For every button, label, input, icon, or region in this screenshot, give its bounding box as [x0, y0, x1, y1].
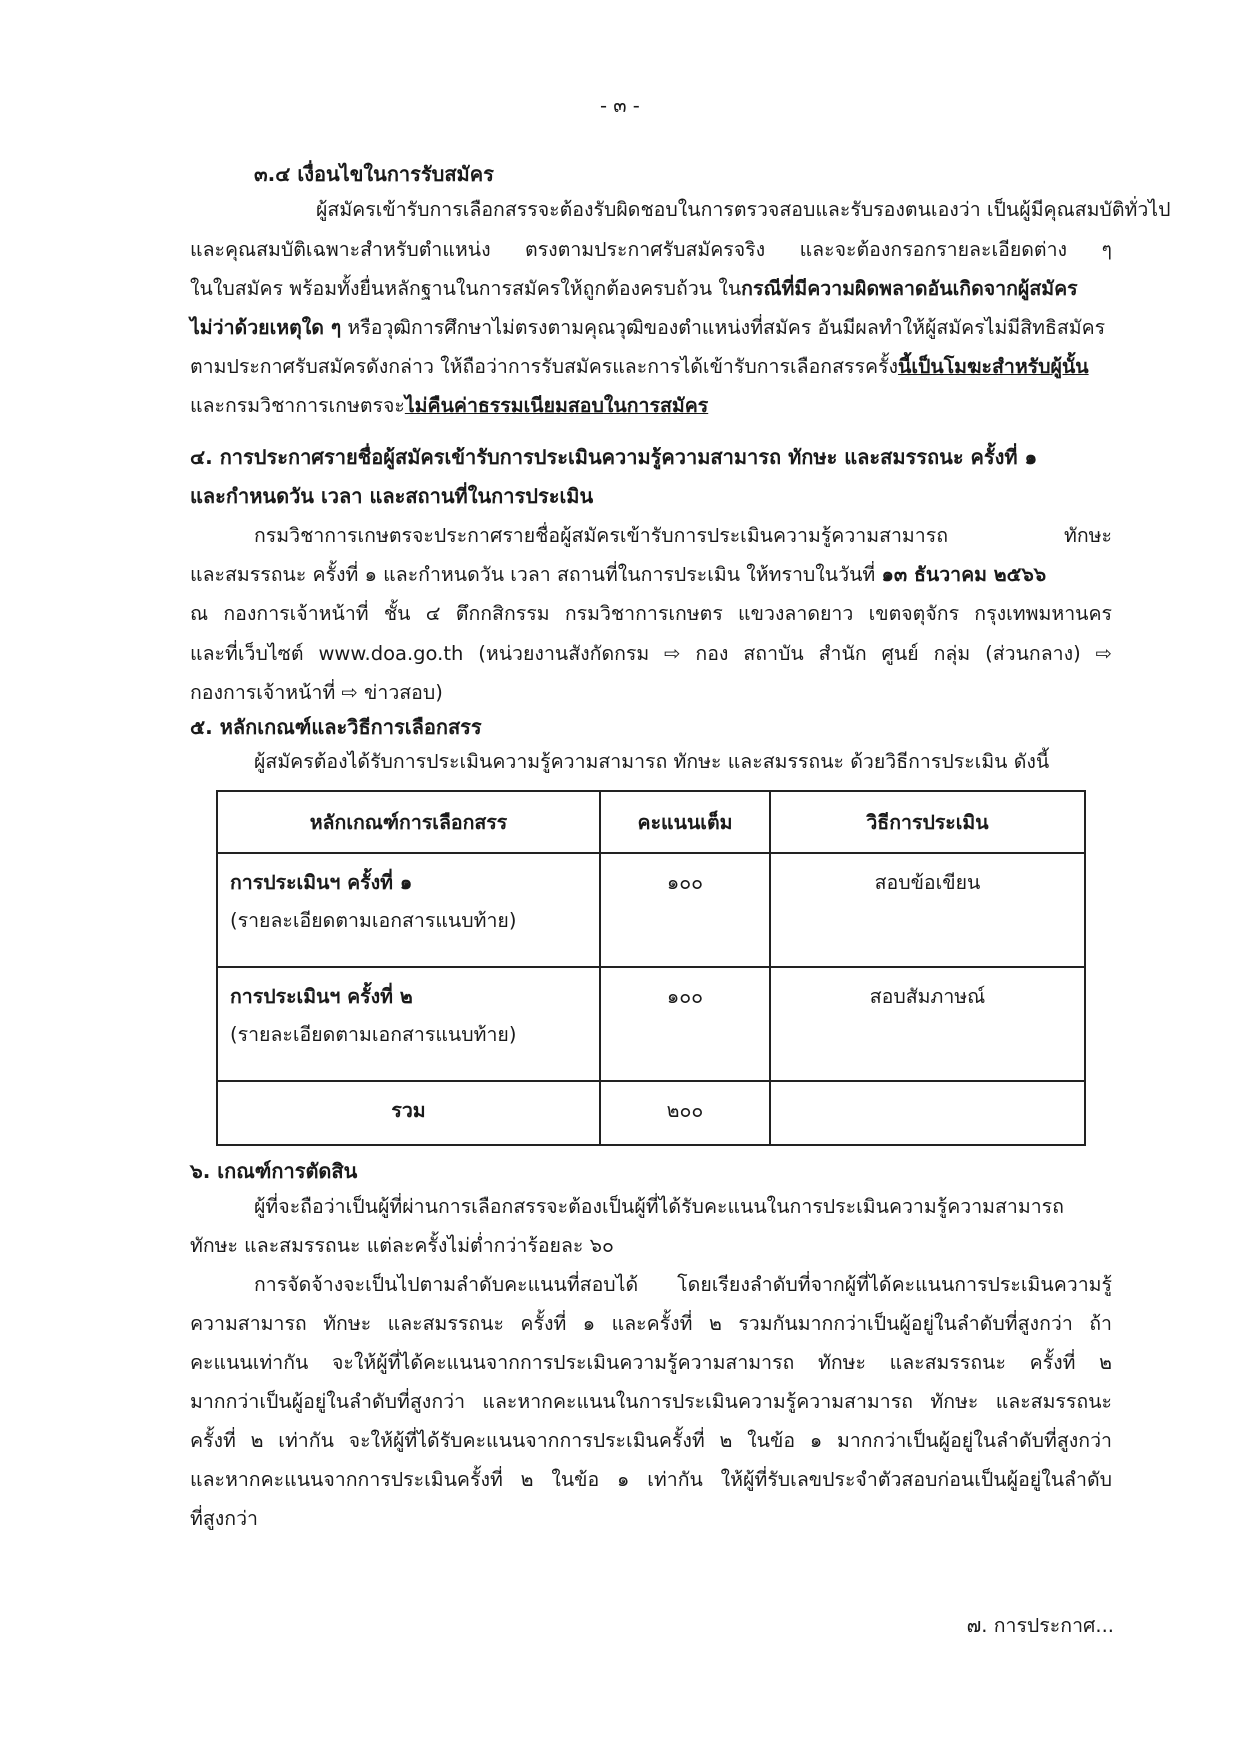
score-cell: ๑๐๐	[600, 967, 770, 1081]
total-label-cell: รวม	[217, 1081, 600, 1145]
section-3-4-line-3-text: ในใบสมัคร พร้อมทั้งยื่นหลักฐานในการสมัครให้ถูกต้องครบถ้วน ใน	[190, 277, 742, 300]
section-4-line-2-text: และสมรรถนะ ครั้งที่ ๑ และกำหนดวัน เวลา สถานที่ในการประเมิน ให้ทราบในวันที่	[190, 563, 882, 586]
table-total-row	[217, 1081, 1085, 1145]
section-4-line-4: และที่เว็บไซต์ www.doa.go.th (หน่วยงานสังกัดกรม ⇨ กอง สถาบัน สำนัก ศูนย์ กลุ่ม (ส่วนกลาง) ⇨	[190, 642, 1113, 665]
full-score-header: คะแนนเต็ม	[600, 791, 770, 853]
section-4-line-2	[190, 561, 1112, 589]
section-4-line-5: กองการเจ้าหน้าที่ ⇨ ข่าวสอบ)	[190, 681, 443, 704]
no-refund-bold-underlined: ไม่คืนค่าธรรมเนียมสอบในการสมัคร	[404, 394, 709, 417]
section-6-p2-line-4: มากกว่าเป็นผู้อยู่ในลำดับที่สูงกว่า และหากคะแนนในการประเมินความรู้ความสามารถ ทักษะ และสมรรถนะ	[190, 1390, 1112, 1413]
section-3-4-line-6-text: และกรมวิชาการเกษตรจะ	[190, 394, 405, 417]
section-6-p1-line-1: ผู้ที่จะถือว่าเป็นผู้ที่ผ่านการเลือกสรรจะต้องเป็นผู้ที่ได้รับคะแนนในการประเมินความรู้ความสามารถ	[254, 1195, 1064, 1218]
section-4-line-1: กรมวิชาการเกษตรจะประกาศรายชื่อผู้สมัครเข้ารับการประเมินความรู้ความสามารถ ทักษะ	[254, 524, 1112, 547]
table-row	[217, 853, 1085, 967]
total-score-cell: ๒๐๐	[600, 1081, 770, 1145]
criterion-note: (รายละเอียดตามเอกสารแนบท้าย)	[230, 909, 517, 932]
section-4-title-line-1: ๔. การประกาศรายชื่อผู้สมัครเข้ารับการประเมินความรู้ความสามารถ ทักษะ และสมรรถนะ ครั้งที่ ๑	[190, 445, 1038, 469]
section-6-p2-line-1: การจัดจ้างจะเป็นไปตามลำดับคะแนนที่สอบได้ โดยเรียงลำดับที่จากผู้ที่ได้คะแนนการประเมินความรู้	[254, 1273, 1112, 1296]
method-cell: สอบสัมภาษณ์	[770, 967, 1085, 1081]
section-6-p2-line-2: ความสามารถ ทักษะ และสมรรถนะ ครั้งที่ ๑ และครั้งที่ ๒ รวมกันมากกว่าเป็นผู้อยู่ในลำดับที่สูงกว่า ถ้า	[190, 1312, 1112, 1335]
criterion-note: (รายละเอียดตามเอกสารแนบท้าย)	[230, 1023, 517, 1046]
error-clause-bold: กรณีที่มีความผิดพลาดอันเกิดจากผู้สมัคร	[741, 277, 1078, 300]
table-row	[217, 967, 1085, 1081]
criteria-header: หลักเกณฑ์การเลือกสรร	[217, 791, 600, 853]
section-6-p2-line-6: และหากคะแนนจากการประเมินครั้งที่ ๒ ในข้อ ๑ เท่ากัน ให้ผู้ที่รับเลขประจำตัวสอบก่อนเป็นผู้อยู่ในลำดับ	[190, 1468, 1112, 1491]
method-cell: สอบข้อเขียน	[770, 853, 1085, 967]
section-3-4-line-5-text: ตามประกาศรับสมัครดังกล่าว ให้ถือว่าการรับสมัครและการได้เข้ารับการเลือกสรรครั้ง	[190, 355, 898, 378]
criterion-label: การประเมินฯ ครั้งที่ ๑	[230, 871, 413, 894]
criteria-table	[216, 790, 1086, 1146]
total-method-cell	[770, 1081, 1085, 1145]
section-6-p1-line-2: ทักษะ และสมรรถนะ แต่ละครั้งไม่ต่ำกว่าร้อยละ ๖๐	[190, 1234, 614, 1257]
section-4-line-3: ณ กองการเจ้าหน้าที่ ชั้น ๔ ตึกกสิกรรม กรมวิชาการเกษตร แขวงลาดยาว เขตจตุจักร กรุงเทพมหานคร	[190, 602, 1112, 625]
criterion-label: การประเมินฯ ครั้งที่ ๒	[230, 985, 413, 1008]
section-3-4-title: ๓.๔ เงื่อนไขในการรับสมัคร	[254, 162, 494, 186]
page-number: - ๓ -	[600, 94, 640, 117]
criteria-table-header-row	[217, 791, 1085, 853]
method-header: วิธีการประเมิน	[770, 791, 1085, 853]
section-6-title: ๖. เกณฑ์การตัดสิน	[190, 1159, 358, 1183]
section-3-4-line-2: และคุณสมบัติเฉพาะสำหรับตำแหน่ง ตรงตามประกาศรับสมัครจริง และจะต้องกรอกรายละเอียดต่าง ๆ	[190, 238, 1112, 261]
section-5-intro: ผู้สมัครต้องได้รับการประเมินความรู้ความสามารถ ทักษะ และสมรรถนะ ด้วยวิธีการประเมิน ดังนี้	[254, 750, 1050, 773]
section-6-p2-line-5: ครั้งที่ ๒ เท่ากัน จะให้ผู้ที่ได้รับคะแนนจากการประเมินครั้งที่ ๒ ในข้อ ๑ มากกว่าเป็นผู้อยู่ในลำดับที่สูงกว่า	[190, 1429, 1112, 1452]
section-3-4-line-4-text: หรือวุฒิการศึกษาไม่ตรงตามคุณวุฒิของตำแหน่งที่สมัคร อันมีผลทำให้ผู้สมัครไม่มีสิทธิสมัคร	[341, 316, 1106, 339]
continuation-marker: ๗. การประกาศ...	[966, 1614, 1114, 1637]
score-cell: ๑๐๐	[600, 853, 770, 967]
criterion-cell	[217, 967, 600, 1081]
section-5-title: ๕. หลักเกณฑ์และวิธีการเลือกสรร	[190, 715, 482, 739]
void-clause-bold-underlined: นี้เป็นโมฆะสำหรับผู้นั้น	[897, 355, 1089, 378]
section-3-4-line-3	[190, 275, 1112, 303]
section-3-4-line-6	[190, 392, 1112, 420]
section-6-p2-line-7: ที่สูงกว่า	[190, 1507, 258, 1530]
criterion-cell	[217, 853, 600, 967]
any-reason-bold: ไม่ว่าด้วยเหตุใด ๆ	[190, 316, 342, 339]
section-4-title-line-2: และกำหนดวัน เวลา และสถานที่ในการประเมิน	[190, 484, 594, 508]
section-6-p2-line-3: คะแนนเท่ากัน จะให้ผู้ที่ได้คะแนนจากการประเมินความรู้ความสามารถ ทักษะ และสมรรถนะ ครั้งที่ ๒	[190, 1351, 1112, 1374]
section-3-4-line-4	[190, 314, 1112, 342]
section-3-4-line-1: ผู้สมัครเข้ารับการเลือกสรรจะต้องรับผิดชอบในการตรวจสอบและรับรองตนเองว่า เป็นผู้มีคุณสมบัติทั่วไป	[316, 198, 1171, 221]
section-3-4-line-5	[190, 353, 1112, 381]
announcement-date-bold: ๑๓ ธันวาคม ๒๕๖๖	[881, 563, 1047, 586]
